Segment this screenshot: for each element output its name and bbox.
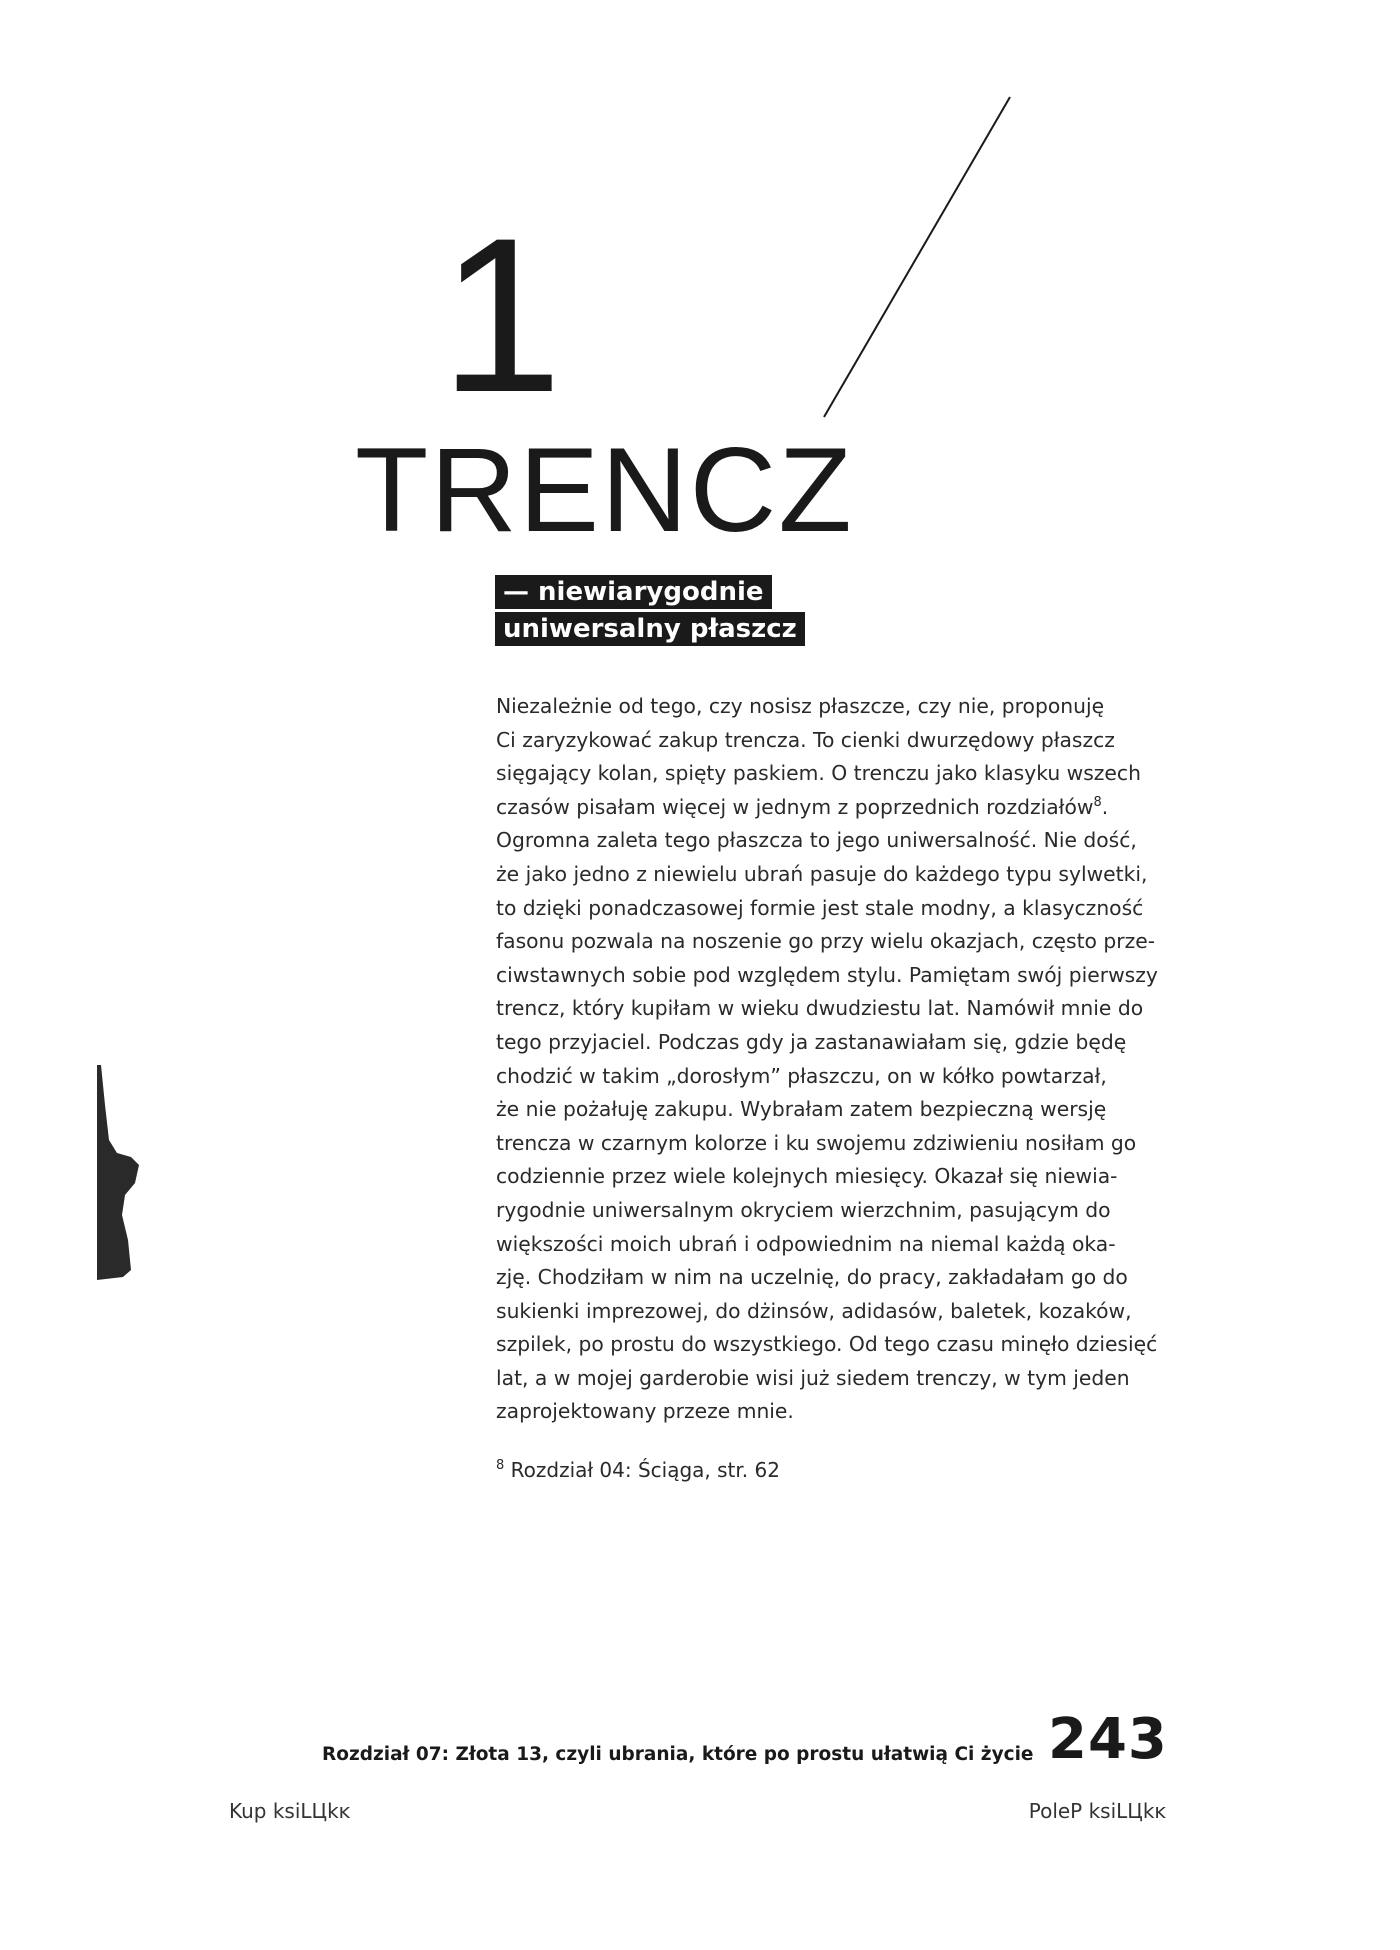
footnote-text: Rozdział 04: Ściąga, str. 62 <box>510 1458 780 1482</box>
body-line: sukienki imprezowej, do dżinsów, adidasów, baletek, kozaków, <box>496 1298 1132 1323</box>
body-line-with-footnote <box>496 791 1186 825</box>
body-line: zaprojektowany przeze mnie. <box>496 1399 794 1424</box>
subtitle-line-1: — niewiarygodnie <box>495 575 772 609</box>
body-line: zję. Chodziłam w nim na uczelnię, do pracy, zakładałam go do <box>496 1265 1128 1290</box>
body-line: lat, a w mojej garderobie wisi już siedem trenczy, w tym jeden <box>496 1365 1130 1390</box>
body-line: codziennie przez wiele kolejnych miesięcy. Okazał się niewia- <box>496 1164 1118 1189</box>
body-line: ciwstawnych sobie pod względem stylu. Pamiętam swój pierwszy <box>496 962 1158 987</box>
body-line: to dzięki ponadczasowej formie jest stale modny, a klasyczność <box>496 895 1144 920</box>
body-line: trencza w czarnym kolorze i ku swojemu zdziwieniu nosiłam go <box>496 1130 1137 1155</box>
body-line: fasonu pozwala na noszenie go przy wielu okazjach, często prze- <box>496 929 1156 954</box>
body-line: rygodnie uniwersalnym okryciem wierzchnim, pasującym do <box>496 1197 1111 1222</box>
body-line: trencz, który kupiłam w wieku dwudziestu lat. Namówił mnie do <box>496 996 1144 1021</box>
body-line: sięgający kolan, spięty paskiem. O trenczu jako klasyku wszech <box>496 761 1141 786</box>
footnote-ref-suffix: . <box>1101 794 1109 819</box>
chapter-subtitle <box>495 575 805 649</box>
chapter-number: 1 <box>440 192 563 438</box>
decorative-slash-line <box>820 95 1020 420</box>
body-line: że jako jedno z niewielu ubrań pasuje do każdego typu sylwetki, <box>496 861 1148 886</box>
recommend-book-link[interactable]: PoleP ksiLЦkĸ <box>1028 1799 1166 1823</box>
body-line: chodzić w takim „dorosłym” płaszczu, on w kółko powtarzał, <box>496 1063 1107 1088</box>
body-line: Ci zaryzykować zakup trencza. To cienki dwurzędowy płaszcz <box>496 727 1115 752</box>
body-line: Niezależnie od tego, czy nosisz płaszcze, czy nie, proponuję <box>496 694 1105 718</box>
buy-book-link[interactable]: Kup ksiLЦkĸ <box>229 1799 351 1823</box>
footer-chapter-label: Rozdział 07: Złota 13, czyli ubrania, które po prostu ułatwią Ci życie <box>322 1744 1034 1765</box>
footnote <box>496 1455 780 1485</box>
page-number: 243 <box>1048 1707 1168 1772</box>
body-line: że nie pożałuję zakupu. Wybrałam zatem bezpieczną wersję <box>496 1097 1107 1122</box>
side-silhouette-shape <box>95 1065 140 1280</box>
footnote-marker: 8 <box>496 1458 505 1473</box>
body-line: szpilek, po prostu do wszystkiego. Od tego czasu minęło dziesięć <box>496 1332 1158 1357</box>
body-line: tego przyjaciel. Podczas gdy ja zastanawiałam się, gdzie będę <box>496 1029 1127 1054</box>
chapter-title: TRENCZ <box>355 423 854 557</box>
body-line-text: czasów pisałam więcej w jednym z poprzednich rozdziałów <box>496 794 1094 819</box>
body-paragraph <box>496 690 1186 1429</box>
footnote-reference[interactable]: 8 <box>1093 794 1102 810</box>
body-line: Ogromna zaleta tego płaszcza to jego uniwersalność. Nie dość, <box>496 828 1137 853</box>
body-line: większości moich ubrań i odpowiednim na niemal każdą oka- <box>496 1231 1116 1256</box>
subtitle-line-2: uniwersalny płaszcz <box>495 612 805 646</box>
